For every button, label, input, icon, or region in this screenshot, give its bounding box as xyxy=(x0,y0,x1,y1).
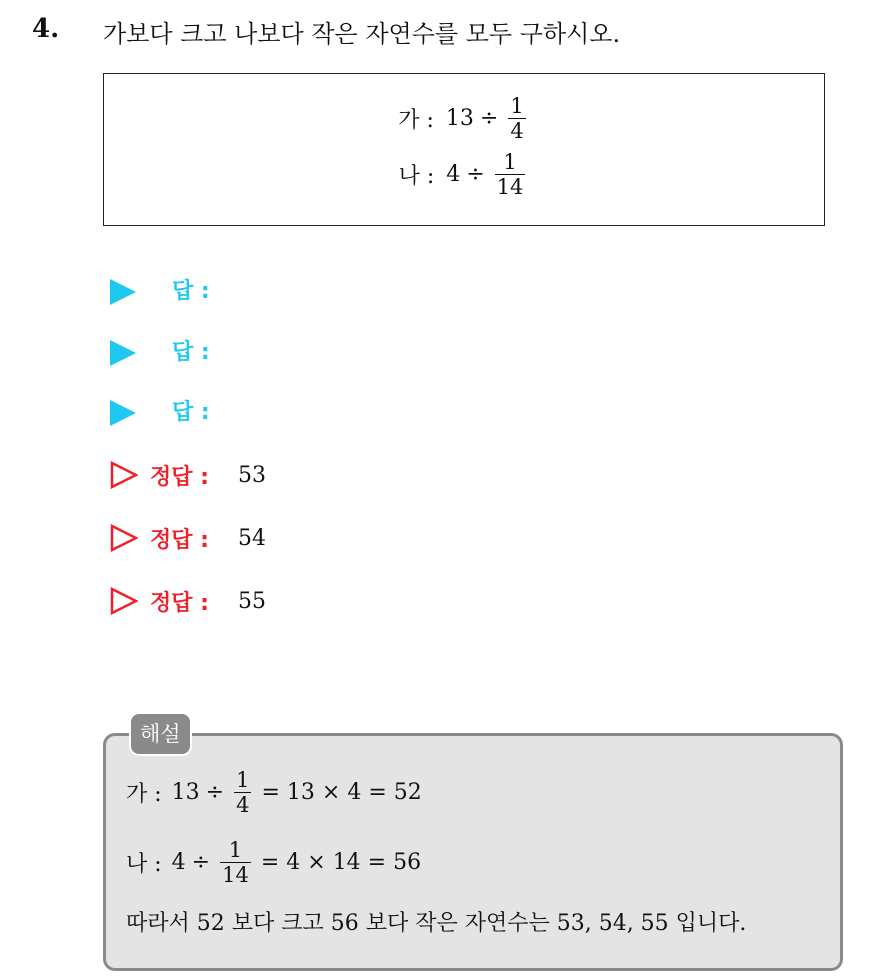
divide-sign: ÷ xyxy=(479,106,499,131)
play-triangle-icon xyxy=(110,340,136,366)
play-triangle-icon xyxy=(110,400,136,426)
fraction-ga xyxy=(508,94,525,143)
solution-result-ga: = 13 × 4 = 52 xyxy=(261,780,422,805)
solution-conclusion: 따라서 52 보다 크고 56 보다 작은 자연수는 53, 54, 55 입니다. xyxy=(126,911,747,936)
question-number: 4. xyxy=(32,14,60,44)
fraction-numerator: 1 xyxy=(228,838,243,862)
outline-triangle-icon xyxy=(110,587,138,615)
answer-label: 답 : xyxy=(172,279,210,304)
correct-answer-label: 정답 : xyxy=(150,527,209,553)
answer-label: 답 : xyxy=(172,400,210,425)
condition-label-ga: 가 : xyxy=(398,108,434,133)
question-text: 가보다 크고 나보다 작은 자연수를 모두 구하시오. xyxy=(103,20,621,48)
play-triangle-icon xyxy=(110,279,136,305)
fraction-ga xyxy=(234,768,251,817)
condition-box xyxy=(103,73,825,226)
correct-answer-row xyxy=(110,586,266,616)
fraction-na xyxy=(495,150,526,199)
correct-answer-row xyxy=(110,523,266,553)
solution-tag: 해설 xyxy=(129,712,192,756)
solution-line-ga xyxy=(126,768,422,817)
condition-label-na: 나 : xyxy=(398,164,435,189)
correct-answer-value: 53 xyxy=(238,462,266,488)
correct-answer-value: 54 xyxy=(238,525,266,551)
solution-result-na: = 4 × 14 = 56 xyxy=(260,850,422,875)
fraction-numerator: 1 xyxy=(236,768,250,792)
condition-dividend-na: 4 xyxy=(446,162,461,187)
answer-row[interactable] xyxy=(110,398,210,428)
correct-answer-row xyxy=(110,460,266,490)
condition-line-ga xyxy=(104,94,824,143)
fraction-na xyxy=(220,838,251,887)
solution-dividend-na: 4 xyxy=(171,850,186,875)
fraction-denominator: 14 xyxy=(222,863,249,887)
solution-label-ga: 가 : xyxy=(126,782,162,807)
divide-sign: ÷ xyxy=(466,162,485,187)
answer-row[interactable] xyxy=(110,338,210,368)
condition-line-na xyxy=(104,150,824,199)
answer-row[interactable] xyxy=(110,277,210,307)
answer-label: 답 : xyxy=(172,340,210,365)
solution-dividend-ga: 13 xyxy=(171,780,200,805)
condition-dividend-ga: 13 xyxy=(445,106,474,131)
outline-triangle-icon xyxy=(110,461,138,489)
correct-answer-label: 정답 : xyxy=(150,464,209,490)
fraction-numerator: 1 xyxy=(503,150,517,174)
correct-answer-value: 55 xyxy=(238,588,266,614)
correct-answer-label: 정답 : xyxy=(150,590,209,616)
divide-sign: ÷ xyxy=(191,850,211,875)
solution-label-na: 나 : xyxy=(126,852,162,877)
outline-triangle-icon xyxy=(110,524,138,552)
solution-line-na xyxy=(126,838,421,887)
fraction-denominator: 4 xyxy=(510,119,524,143)
fraction-denominator: 4 xyxy=(236,793,250,817)
fraction-numerator: 1 xyxy=(510,94,524,118)
divide-sign: ÷ xyxy=(205,780,225,805)
fraction-denominator: 14 xyxy=(496,175,524,199)
